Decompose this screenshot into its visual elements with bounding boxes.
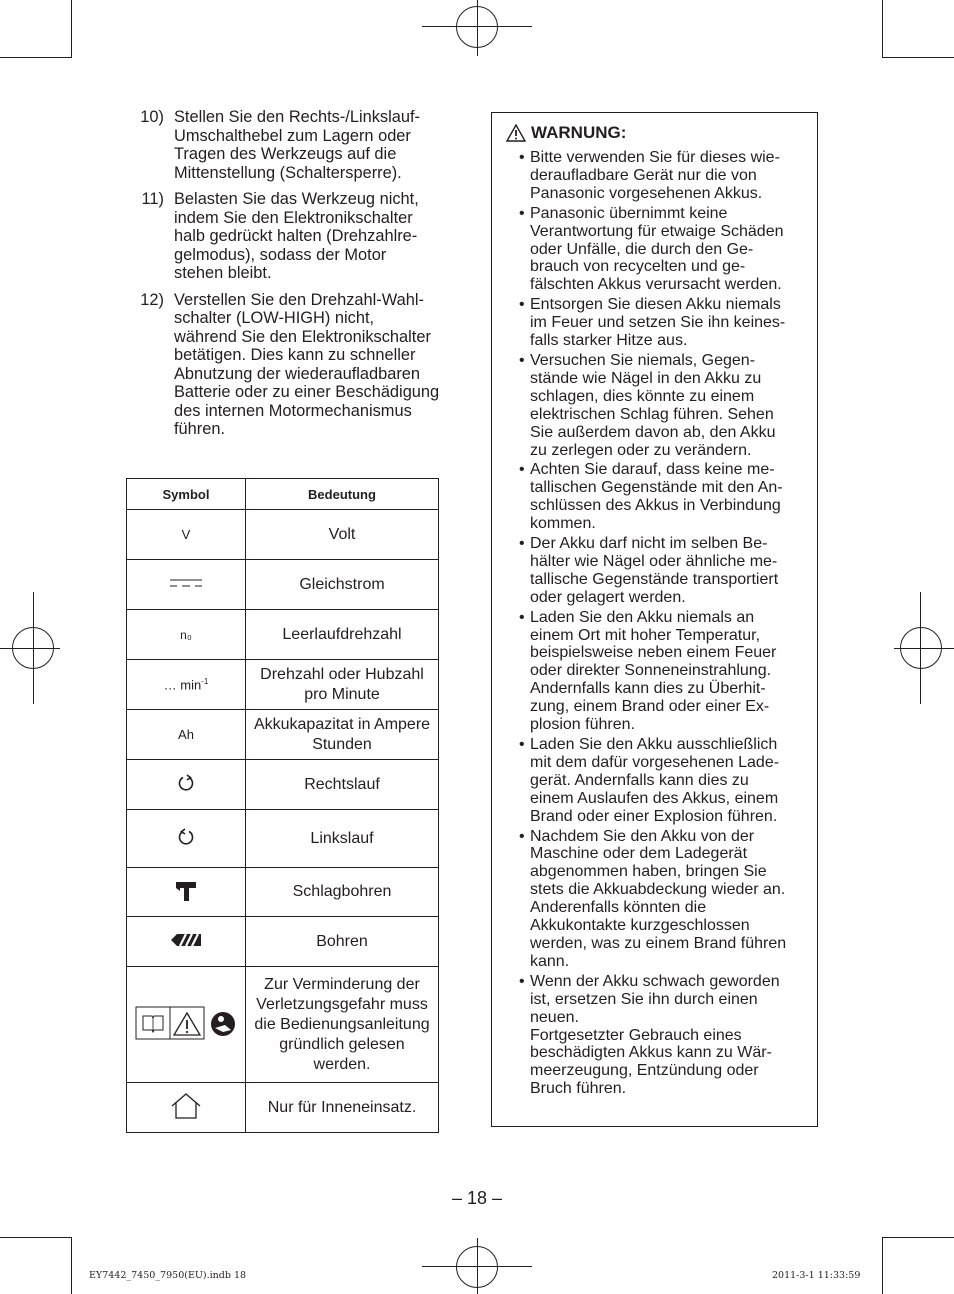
symbol-cell [127, 967, 246, 1083]
crop-mark [882, 1237, 883, 1294]
bullet: • [519, 461, 525, 479]
direct-current-icon [169, 577, 203, 589]
bullet: • [519, 608, 525, 626]
table-row [127, 917, 439, 967]
meaning-cell: Gleichstrom [246, 560, 439, 610]
warning-box [491, 112, 818, 1127]
list-item [128, 108, 478, 182]
table-row [127, 810, 439, 868]
crop-mark [882, 0, 883, 58]
footer-filename: EY7442_7450_7950(EU).indb 18 [89, 1270, 247, 1281]
warning-item [519, 736, 811, 826]
drill-bit-icon [169, 933, 203, 947]
meaning-cell: Zur Verminderung der Verletzungsgefahr muss die Bedienungsanleitung gründlich gelesen werden. [246, 967, 439, 1083]
meaning-cell: Akkukapazitat in Ampere Stunden [246, 710, 439, 760]
per-minute-symbol: … min [163, 677, 202, 693]
table-row [127, 710, 439, 760]
indoor-use-icon [170, 1092, 202, 1120]
warning-item [519, 296, 811, 350]
meaning-cell: Bohren [246, 917, 439, 967]
crop-mark [882, 57, 954, 58]
symbol-cell [127, 868, 246, 917]
item-number: 12) [140, 290, 164, 309]
symbol-cell [127, 660, 246, 710]
symbol-cell [127, 917, 246, 967]
table-row [127, 1083, 439, 1133]
bullet: • [519, 827, 525, 845]
crop-mark [882, 1237, 954, 1238]
warning-item [519, 205, 811, 295]
meaning-cell: Schlagbohren [246, 868, 439, 917]
warning-text: Panasonic übernimmt keine Verantwortung für etwaige Schäden oder Unfälle, die durch den Ge- brauch von recycelten und ge- fälschten Akkus verursacht werden. [530, 204, 784, 294]
warning-item [519, 352, 811, 459]
table-row [127, 510, 439, 560]
page-number: – 18 – [451, 1188, 503, 1208]
table-header-row [127, 479, 439, 510]
warning-heading [506, 123, 626, 143]
crop-mark [71, 1237, 72, 1294]
list-item [128, 291, 478, 439]
warning-text: Nachdem Sie den Akku von der Maschine oder dem Ladegerät abgenommen haben, bringen Sie stets die Akkuabdeckung wieder an. Anderenfalls könnten die Akkukontakte kurzgeschlossen werden, was zu einem Brand führen kann. [530, 827, 787, 970]
warning-text: Laden Sie den Akku ausschließlich mit dem dafür vorgesehenen Lade- gerät. Andernfalls kann dies zu einem Auslaufen des Akkus, einem Brand oder einer Explosion führen. [530, 736, 780, 825]
bullet: • [519, 351, 525, 369]
symbol-cell [127, 560, 246, 610]
table-row [127, 660, 439, 710]
crop-mark [0, 1237, 72, 1238]
crop-mark [0, 57, 72, 58]
clockwise-rotation-icon [177, 774, 195, 792]
bullet: • [519, 296, 525, 314]
counterclockwise-rotation-icon [177, 828, 195, 846]
symbol-cell [127, 1083, 246, 1133]
list-item [128, 190, 478, 283]
table-row [127, 560, 439, 610]
warning-title: WARNUNG: [531, 123, 627, 142]
warning-item [519, 973, 811, 1098]
header-symbol: Symbol [127, 479, 246, 510]
warning-text: Achten Sie darauf, dass keine me- tallischen Gegenstände mit den An- schlüssen des Akkus in Verbindung kommen. [530, 461, 783, 533]
warning-text: Der Akku darf nicht im selben Be- hälter wie Nägel oder ähnliche me- tallische Gegenstände transportiert oder gelagert werden. [530, 535, 779, 606]
warning-item [519, 461, 811, 533]
volt-symbol: V [181, 527, 191, 542]
warning-text: Bitte verwenden Sie für dieses wie- deraufladbare Gerät nur die von Panasonic vorgesehenen Akkus. [530, 149, 780, 202]
warning-item [519, 149, 811, 203]
item-number: 11) [141, 190, 164, 208]
meaning-cell: Rechtslauf [246, 760, 439, 810]
warning-item [519, 609, 811, 734]
no-load-speed-symbol: n₀ [180, 628, 192, 642]
warning-item [519, 828, 811, 971]
table-row [127, 967, 439, 1083]
warning-text: Laden Sie den Akku niemals an einem Ort mit hoher Temperatur, beispielsweise neben einem Feuer oder direkter Sonneneinstrahlung. Andernfalls kann dies zu Überhit- zung, einem Brand oder einer Ex- plosion führen. [530, 608, 777, 734]
warning-triangle-icon [506, 124, 526, 142]
item-text: Stellen Sie den Rechts-/Linkslauf- Umschalthebel zum Lagern oder Tragen des Werkzeugs auf die Mittenstellung (Schaltersperre). [174, 108, 420, 182]
crop-mark [71, 0, 72, 58]
table-row [127, 868, 439, 917]
symbol-cell [127, 710, 246, 760]
header-meaning: Bedeutung [246, 479, 439, 510]
bullet: • [519, 736, 525, 753]
symbol-cell [127, 610, 246, 660]
hammer-icon [175, 880, 197, 902]
table-row [127, 760, 439, 810]
symbol-cell [127, 810, 246, 868]
warning-item [519, 535, 811, 607]
warning-list [519, 149, 811, 1100]
item-text: Verstellen Sie den Drehzahl-Wahl- schalter (LOW-HIGH) nicht, während Sie den Elektronikschalter betätigen. Dies kann zu schneller Abnutzung der wiederaufladbaren Batterie oder zu einer Beschädigung des internen Motormechanismus führen. [174, 290, 440, 438]
symbol-cell [127, 510, 246, 560]
bullet: • [519, 535, 525, 553]
meaning-cell: Drehzahl oder Hubzahl pro Minute [246, 660, 439, 710]
footer-timestamp: 2011-3-1 11:33:59 [772, 1270, 861, 1281]
item-number: 10) [140, 108, 164, 126]
symbol-cell [127, 760, 246, 810]
bullet: • [519, 149, 525, 166]
meaning-cell: Linkslauf [246, 810, 439, 868]
warning-text: Versuchen Sie niemals, Gegen- stände wie Nägel in den Akku zu schlagen, dies könnte zu einem elektrischen Schlag führen. Sehen Sie außerdem davon ab, den Akku zu zerlegen oder zu verändern. [530, 351, 776, 459]
numbered-instructions [128, 108, 478, 447]
meaning-cell: Leerlaufdrehzahl [246, 610, 439, 660]
ampere-hour-symbol: Ah [178, 727, 194, 742]
read-manual-icon [135, 1005, 237, 1041]
meaning-cell: Nur für Inneneinsatz. [246, 1083, 439, 1133]
warning-text: Wenn der Akku schwach geworden ist, ersetzen Sie ihn durch einen neuen. Fortgesetzter Gebrauch eines beschädigten Akkus kann zu Wär- meerzeugung, Entzündung oder Bruch führen. [530, 972, 780, 1098]
symbol-table [126, 478, 439, 1133]
bullet: • [519, 204, 525, 222]
table-row [127, 610, 439, 660]
per-minute-exponent: -1 [201, 676, 209, 686]
item-text: Belasten Sie das Werkzeug nicht, indem Sie den Elektronikschalter halb gedrückt halten (Drehzahlre- gelmodus), sodass der Motor stehen bleibt. [174, 190, 419, 282]
bullet: • [519, 972, 525, 990]
meaning-cell: Volt [246, 510, 439, 560]
warning-text: Entsorgen Sie diesen Akku niemals im Feuer und setzen Sie ihn keines- falls starker Hitze aus. [530, 296, 786, 350]
